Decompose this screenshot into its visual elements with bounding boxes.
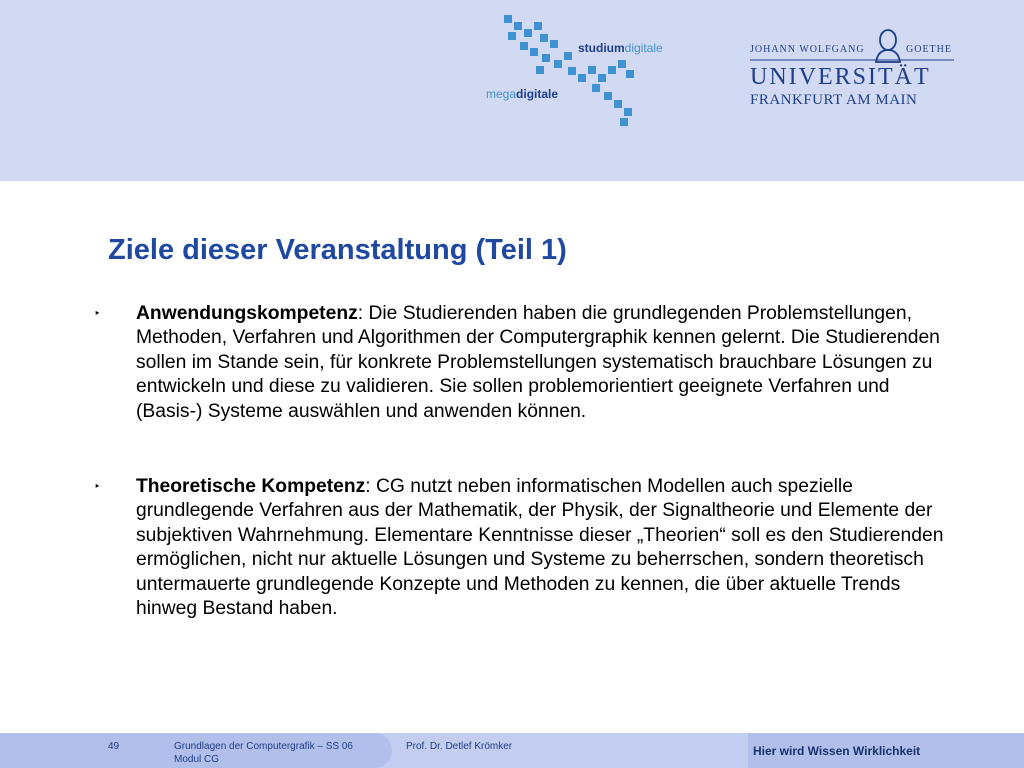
svg-text:megadigitale [486, 87, 558, 101]
header-banner [0, 0, 1024, 181]
university-name-left: JOHANN WOLFGANG [750, 44, 865, 55]
bullet-term: Anwendungskompetenz [136, 303, 358, 324]
module-label: Modul CG [174, 754, 220, 765]
bullet-body [136, 475, 948, 621]
bullet-description: : CG nutzt neben informatischen Modellen auch spezielle grundlegende Verfahren aus der Mathematik, der Physik, der Signaltheorie und Elemente der subjektiven Wahrnehmung. Elementare Kenntnisse dieser „Theorien“ soll es den Studierenden ermöglichen, nicht nur aktuelle Lösungen und Systeme zu beherrschen, sondern theoretisch untermauerte grundlegende Konzepte und Methoden zu kennen, die über aktuelle Trends hinweg Bestand haben. [136, 476, 944, 620]
bullet-item [94, 475, 954, 621]
logo-studium-prefix: studium [578, 41, 625, 55]
author-name: Prof. Dr. Detlef Krömker [406, 741, 513, 752]
goethe-portrait-icon [876, 30, 900, 62]
course-title: Grundlagen der Computergrafik – SS 06 [174, 741, 353, 752]
university-name-right: GOETHE [906, 44, 952, 55]
bullet-arrow-icon: ‣ [94, 308, 101, 320]
slide-title: Ziele dieser Veranstaltung (Teil 1) [108, 234, 567, 266]
university-city: FRANKFURT AM MAIN [750, 92, 918, 108]
bullet-term: Theoretische Kompetenz [136, 476, 366, 497]
footer-bar [0, 733, 1024, 768]
megadigitale-logo [480, 12, 680, 127]
bullet-arrow-icon: ‣ [94, 481, 101, 493]
bullet-body [136, 302, 948, 424]
logo-mega-suffix: digitale [516, 87, 559, 101]
bullet-description: : Die Studierenden haben die grundlegenden Problemstellungen, Methoden, Verfahren und Algorithmen der Computergraphik kennen gelernt. Die Studierenden sollen im Stande sein, für konkrete Problemstellungen systematisch brauchbare Lösungen zu entwickeln und diese zu validieren. Sie sollen problemorientiert geeignete Verfahren und (Basis-) Systeme auswählen und anwenden können. [136, 303, 940, 422]
bullet-item [94, 302, 954, 424]
footer-slogan: Hier wird Wissen Wirklichkeit [753, 744, 921, 758]
page-number: 49 [108, 741, 120, 752]
logo-mega-prefix: mega [486, 87, 517, 101]
logo-studium-suffix: digitale [624, 41, 663, 55]
pixel-pattern-icon [504, 15, 634, 126]
svg-text:studiumdigitale [578, 41, 663, 55]
university-name-main: UNIVERSITÄT [750, 64, 931, 90]
goethe-university-logo [748, 22, 958, 112]
